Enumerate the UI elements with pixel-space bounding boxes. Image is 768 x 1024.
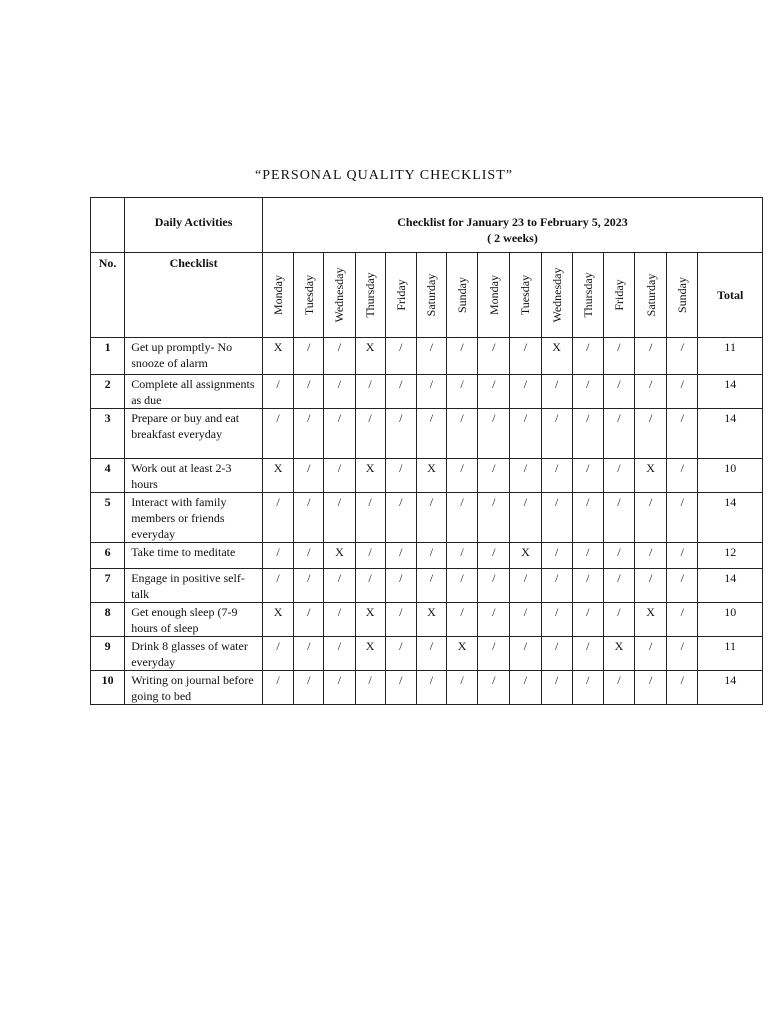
day-mark-cell: /: [541, 459, 572, 493]
day-header-label: Tuesday: [301, 274, 316, 316]
day-mark-cell: X: [355, 459, 385, 493]
row-number: 9: [91, 637, 125, 671]
day-mark-cell: /: [510, 459, 541, 493]
day-header-label: Sunday: [675, 277, 690, 313]
day-mark-cell: /: [572, 603, 603, 637]
day-mark-cell: /: [294, 338, 324, 375]
day-mark-cell: /: [385, 637, 416, 671]
day-mark-cell: /: [324, 603, 355, 637]
row-total: 14: [698, 409, 763, 459]
table-row: [91, 409, 763, 459]
day-mark-cell: /: [262, 493, 293, 543]
day-header-label: Sunday: [455, 277, 470, 313]
day-mark-cell: X: [262, 459, 293, 493]
day-mark-cell: /: [324, 375, 355, 409]
day-mark-cell: /: [262, 409, 293, 459]
day-mark-cell: X: [262, 338, 293, 375]
day-mark-cell: /: [324, 671, 355, 705]
day-mark-cell: /: [510, 671, 541, 705]
day-mark-cell: /: [416, 543, 446, 569]
day-header-label: Saturday: [643, 273, 658, 317]
day-mark-cell: /: [294, 459, 324, 493]
day-header-label: Wednesday: [549, 267, 564, 323]
day-header-label: Monday: [271, 275, 286, 315]
day-mark-cell: /: [572, 569, 603, 603]
day-mark-cell: /: [416, 338, 446, 375]
day-mark-cell: /: [635, 671, 667, 705]
row-total: 11: [698, 338, 763, 375]
day-mark-cell: /: [572, 493, 603, 543]
day-mark-cell: /: [385, 459, 416, 493]
day-mark-cell: /: [294, 375, 324, 409]
header-row-top: [91, 198, 763, 253]
day-mark-cell: /: [478, 375, 510, 409]
day-mark-cell: /: [447, 671, 478, 705]
table-row: [91, 543, 763, 569]
day-mark-cell: X: [416, 603, 446, 637]
day-mark-cell: /: [510, 338, 541, 375]
activity-cell: Prepare or buy and eat breakfast everyday: [125, 409, 263, 459]
day-mark-cell: /: [478, 603, 510, 637]
day-mark-cell: /: [324, 338, 355, 375]
day-mark-cell: /: [541, 409, 572, 459]
table-row: [91, 459, 763, 493]
day-mark-cell: /: [541, 543, 572, 569]
row-total: 14: [698, 375, 763, 409]
activity-cell: Take time to meditate: [125, 543, 263, 569]
day-mark-cell: /: [510, 603, 541, 637]
table-row: [91, 375, 763, 409]
day-header: [635, 253, 667, 338]
day-mark-cell: /: [572, 459, 603, 493]
day-header: [572, 253, 603, 338]
day-mark-cell: /: [294, 543, 324, 569]
day-mark-cell: /: [603, 459, 634, 493]
table-row: [91, 671, 763, 705]
day-mark-cell: /: [262, 637, 293, 671]
day-mark-cell: /: [385, 409, 416, 459]
date-range-line2: ( 2 weeks): [487, 231, 538, 245]
day-mark-cell: X: [603, 637, 634, 671]
no-header: No.: [91, 253, 125, 338]
day-mark-cell: X: [541, 338, 572, 375]
day-mark-cell: /: [572, 409, 603, 459]
day-mark-cell: /: [635, 543, 667, 569]
day-mark-cell: /: [572, 671, 603, 705]
date-range-line1: Checklist for January 23 to February 5, 2023: [397, 215, 628, 229]
day-mark-cell: /: [603, 543, 634, 569]
day-header: [416, 253, 446, 338]
row-total: 10: [698, 459, 763, 493]
day-mark-cell: /: [510, 409, 541, 459]
day-mark-cell: /: [667, 543, 698, 569]
day-mark-cell: X: [416, 459, 446, 493]
day-mark-cell: /: [262, 375, 293, 409]
checklist-header: Checklist: [125, 253, 263, 338]
row-number: 1: [91, 338, 125, 375]
day-mark-cell: /: [603, 375, 634, 409]
day-mark-cell: /: [385, 671, 416, 705]
day-header: [541, 253, 572, 338]
day-mark-cell: /: [478, 338, 510, 375]
day-mark-cell: /: [667, 637, 698, 671]
day-mark-cell: /: [355, 493, 385, 543]
day-mark-cell: X: [262, 603, 293, 637]
day-mark-cell: /: [572, 637, 603, 671]
day-header-label: Friday: [611, 279, 626, 311]
day-header: [447, 253, 478, 338]
day-header: [385, 253, 416, 338]
day-mark-cell: /: [541, 637, 572, 671]
day-header: [355, 253, 385, 338]
day-mark-cell: /: [603, 493, 634, 543]
day-mark-cell: /: [324, 459, 355, 493]
day-mark-cell: /: [447, 375, 478, 409]
day-mark-cell: /: [385, 338, 416, 375]
day-mark-cell: /: [510, 637, 541, 671]
row-number: 4: [91, 459, 125, 493]
activity-cell: Engage in positive self-talk: [125, 569, 263, 603]
day-mark-cell: /: [510, 375, 541, 409]
day-mark-cell: /: [667, 493, 698, 543]
total-header: Total: [698, 253, 763, 338]
day-mark-cell: /: [355, 375, 385, 409]
day-mark-cell: /: [478, 409, 510, 459]
day-mark-cell: /: [416, 637, 446, 671]
day-header: [294, 253, 324, 338]
day-header-label: Monday: [486, 275, 501, 315]
day-header: [603, 253, 634, 338]
day-mark-cell: X: [635, 603, 667, 637]
activity-cell: Interact with family members or friends everyday: [125, 493, 263, 543]
day-header-label: Tuesday: [518, 274, 533, 316]
day-mark-cell: /: [541, 375, 572, 409]
day-mark-cell: /: [541, 493, 572, 543]
day-mark-cell: X: [635, 459, 667, 493]
day-mark-cell: /: [572, 338, 603, 375]
day-mark-cell: /: [416, 569, 446, 603]
day-mark-cell: /: [385, 493, 416, 543]
day-mark-cell: /: [603, 569, 634, 603]
row-total: 14: [698, 671, 763, 705]
day-mark-cell: /: [324, 409, 355, 459]
row-total: 11: [698, 637, 763, 671]
day-mark-cell: /: [294, 493, 324, 543]
day-mark-cell: /: [447, 493, 478, 543]
activity-cell: Get up promptly- No snooze of alarm: [125, 338, 263, 375]
day-mark-cell: /: [262, 569, 293, 603]
day-mark-cell: /: [324, 569, 355, 603]
day-mark-cell: /: [447, 459, 478, 493]
day-mark-cell: /: [355, 671, 385, 705]
day-mark-cell: /: [603, 409, 634, 459]
day-mark-cell: /: [667, 603, 698, 637]
day-mark-cell: /: [355, 543, 385, 569]
day-mark-cell: X: [355, 603, 385, 637]
day-mark-cell: /: [667, 375, 698, 409]
day-mark-cell: /: [635, 493, 667, 543]
row-number: 7: [91, 569, 125, 603]
row-total: 12: [698, 543, 763, 569]
row-number: 5: [91, 493, 125, 543]
day-mark-cell: /: [541, 569, 572, 603]
day-mark-cell: /: [541, 671, 572, 705]
day-mark-cell: /: [635, 409, 667, 459]
day-mark-cell: /: [294, 603, 324, 637]
date-range-header: [262, 198, 762, 253]
day-header-label: Friday: [393, 279, 408, 311]
day-mark-cell: /: [603, 603, 634, 637]
day-mark-cell: /: [416, 671, 446, 705]
row-total: 14: [698, 493, 763, 543]
day-mark-cell: /: [635, 637, 667, 671]
day-mark-cell: /: [385, 603, 416, 637]
activity-cell: Get enough sleep (7-9 hours of sleep: [125, 603, 263, 637]
row-number: 2: [91, 375, 125, 409]
day-mark-cell: /: [478, 543, 510, 569]
day-mark-cell: /: [572, 543, 603, 569]
day-header: [262, 253, 293, 338]
day-mark-cell: /: [294, 637, 324, 671]
row-number: 3: [91, 409, 125, 459]
day-header: [478, 253, 510, 338]
day-header: [324, 253, 355, 338]
table-row: [91, 493, 763, 543]
day-mark-cell: /: [262, 543, 293, 569]
day-mark-cell: /: [447, 569, 478, 603]
day-header-label: Thursday: [363, 272, 378, 318]
day-mark-cell: /: [416, 493, 446, 543]
day-mark-cell: /: [447, 409, 478, 459]
day-header: [667, 253, 698, 338]
table-row: [91, 603, 763, 637]
day-mark-cell: /: [385, 543, 416, 569]
day-mark-cell: /: [294, 569, 324, 603]
day-mark-cell: /: [667, 409, 698, 459]
header-row-days: [91, 253, 763, 338]
activity-cell: Drink 8 glasses of water everyday: [125, 637, 263, 671]
day-mark-cell: X: [355, 338, 385, 375]
day-mark-cell: /: [324, 637, 355, 671]
day-mark-cell: /: [478, 671, 510, 705]
day-mark-cell: X: [324, 543, 355, 569]
table-row: [91, 338, 763, 375]
row-number: 8: [91, 603, 125, 637]
day-mark-cell: /: [603, 671, 634, 705]
day-mark-cell: /: [667, 671, 698, 705]
day-mark-cell: /: [510, 493, 541, 543]
document-title: “PERSONAL QUALITY CHECKLIST”: [255, 168, 513, 183]
row-number: 6: [91, 543, 125, 569]
day-mark-cell: X: [355, 637, 385, 671]
day-mark-cell: /: [635, 569, 667, 603]
day-mark-cell: /: [635, 375, 667, 409]
day-mark-cell: /: [355, 409, 385, 459]
activity-cell: Complete all assignments as due: [125, 375, 263, 409]
activity-cell: Writing on journal before going to bed: [125, 671, 263, 705]
day-mark-cell: /: [572, 375, 603, 409]
day-mark-cell: /: [355, 569, 385, 603]
table-row: [91, 637, 763, 671]
day-header-label: Saturday: [424, 273, 439, 317]
day-mark-cell: /: [541, 603, 572, 637]
day-mark-cell: /: [667, 459, 698, 493]
day-mark-cell: /: [385, 375, 416, 409]
day-mark-cell: /: [478, 493, 510, 543]
day-header-label: Wednesday: [332, 267, 347, 323]
day-mark-cell: /: [635, 338, 667, 375]
day-mark-cell: /: [478, 569, 510, 603]
row-total: 10: [698, 603, 763, 637]
day-mark-cell: /: [324, 493, 355, 543]
day-mark-cell: /: [478, 637, 510, 671]
day-mark-cell: /: [416, 375, 446, 409]
day-mark-cell: X: [447, 637, 478, 671]
day-mark-cell: /: [294, 409, 324, 459]
day-mark-cell: /: [262, 671, 293, 705]
table-row: [91, 569, 763, 603]
day-mark-cell: X: [510, 543, 541, 569]
day-header-label: Thursday: [580, 272, 595, 318]
day-mark-cell: /: [667, 569, 698, 603]
day-mark-cell: /: [510, 569, 541, 603]
day-mark-cell: /: [385, 569, 416, 603]
day-mark-cell: /: [603, 338, 634, 375]
day-mark-cell: /: [447, 338, 478, 375]
row-number: 10: [91, 671, 125, 705]
checklist-table: [90, 197, 763, 705]
day-mark-cell: /: [416, 409, 446, 459]
day-mark-cell: /: [447, 603, 478, 637]
day-header: [510, 253, 541, 338]
day-mark-cell: /: [294, 671, 324, 705]
day-mark-cell: /: [447, 543, 478, 569]
day-mark-cell: /: [667, 338, 698, 375]
header-empty-cell: [91, 198, 125, 253]
day-mark-cell: /: [478, 459, 510, 493]
row-total: 14: [698, 569, 763, 603]
activity-cell: Work out at least 2-3 hours: [125, 459, 263, 493]
daily-activities-header: Daily Activities: [125, 198, 263, 253]
